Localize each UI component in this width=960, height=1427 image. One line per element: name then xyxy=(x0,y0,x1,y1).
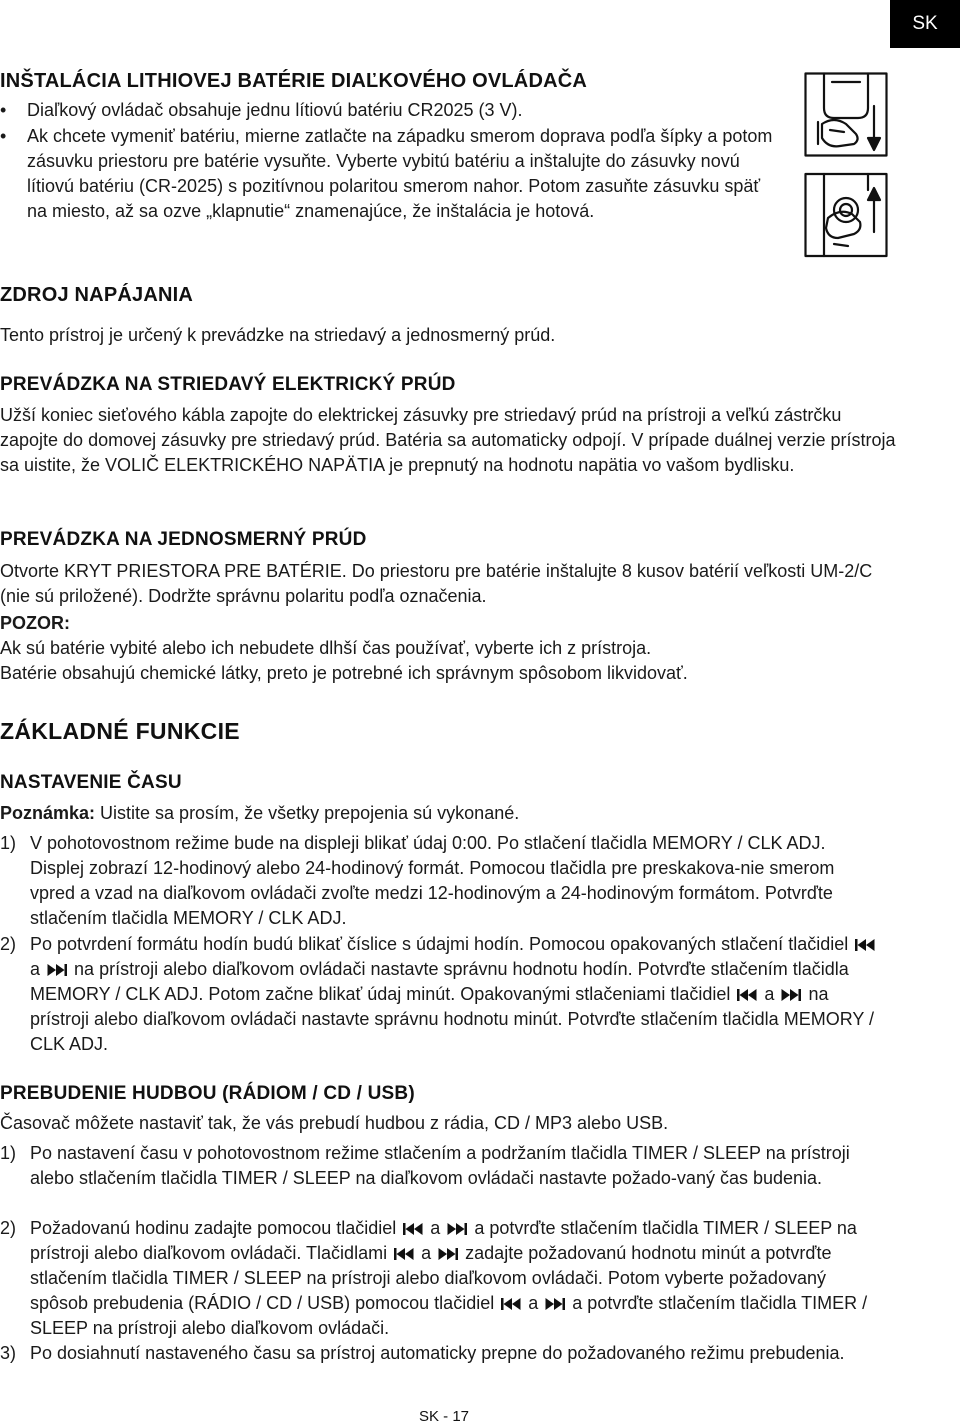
bullet-text: Diaľkový ovládač obsahuje jednu lítiovú batériu CR2025 (3 V). xyxy=(27,100,523,120)
battery-replacement-illustration xyxy=(804,72,888,258)
section-title-time: NASTAVENIE ČASU xyxy=(0,772,182,793)
skip-back-icon xyxy=(403,1223,423,1235)
item-text: Po nastavení času v pohotovostnom režime stlačením a podržaním tlačidla TIMER / SLEEP na prístroji alebo stlačením tlačidla TIMER / SLEEP na diaľkovom ovládači nastavte požado-vaný čas budenia. xyxy=(30,1143,850,1188)
section-title-wake: PREBUDENIE HUDBOU (RÁDIOM / CD / USB) xyxy=(0,1083,415,1104)
section-title-battery-install: INŠTALÁCIA LITHIOVEJ BATÉRIE DIAĽKOVÉHO OVLÁDAČA xyxy=(0,70,588,92)
text-run: Požadovanú hodinu zadajte pomocou tlačidiel xyxy=(30,1218,397,1238)
text-run: na prístroji alebo diaľkovom ovládači nastavte správnu hodnotu hodín. Potvrďte stlačením tlačidla MEMORY / CLK ADJ. Potom začne blikať údaj minút. Opakovanými stlačeniami tlačidiel xyxy=(30,959,849,1004)
note-label: Poznámka: xyxy=(0,803,96,823)
skip-forward-icon xyxy=(47,964,67,976)
note xyxy=(0,801,519,826)
skip-forward-icon xyxy=(781,989,801,1001)
list-item xyxy=(0,831,880,931)
text-run: a potvrďte stlačením tlačidla TIMER / SLEEP na prístroji alebo diaľkovom ovládači. Tlačidlami xyxy=(30,1218,857,1263)
list-item xyxy=(0,1216,880,1341)
item-number: 1) xyxy=(0,1143,17,1163)
warning-label: POZOR: xyxy=(0,613,70,633)
skip-back-icon xyxy=(394,1248,414,1260)
warning-text: Ak sú batérie vybité alebo ich nebudete dlhší čas používať, vyberte ich z prístroja. xyxy=(0,638,652,658)
bullet-marker: • xyxy=(0,100,7,120)
text-run: a xyxy=(30,959,41,979)
item-number: 2) xyxy=(0,1218,17,1238)
paragraph: Tento prístroj je určený k prevádzke na striedavý a jednosmerný prúd. xyxy=(0,325,556,345)
paragraph: Užší koniec sieťového kábla zapojte do elektrickej zásuvky pre striedavý prúd na prístroji a veľkú zástrčku zapojte do domovej zásuvky pre striedavý prúd. Batéria sa automaticky odpojí. V prípade duálnej verzie prístroja sa uistite, že VOLIČ ELEKTRICKÉHO NAPÄTIA je prepnutý na hodnotu napätia vo vašom bydlisku. xyxy=(0,405,896,475)
item-text xyxy=(0,1216,880,1341)
item-text xyxy=(0,932,880,1057)
item-text: V pohotovostnom režime bude na displeji blikať údaj 0:00. Po stlačení tlačidla MEMORY / CLK ADJ. Displej zobrazí 12-hodinový alebo 24-hodinový formát. Pomocou tlačidla pre preskakova-nie smerom vpred a vzad na diaľkovom ovládači zvoľte medzi 12-hodinovým a 24-hodinovým formátom. Potvrďte stlačením tlačidla MEMORY / CLK ADJ. xyxy=(30,833,835,928)
item-number: 3) xyxy=(0,1343,17,1363)
skip-back-icon xyxy=(737,989,757,1001)
language-tab-label: SK xyxy=(912,13,938,34)
page-number: SK - 17 xyxy=(418,1408,470,1425)
text-run: a xyxy=(528,1293,539,1313)
item-text: Po dosiahnutí nastaveného času sa prístroj automaticky prepne do požadovaného režimu prebudenia. xyxy=(30,1343,845,1363)
skip-forward-icon xyxy=(545,1298,565,1310)
skip-forward-icon xyxy=(438,1248,458,1260)
list-item xyxy=(0,98,780,123)
remote-battery-drawer-icon xyxy=(804,72,888,258)
text-run: a xyxy=(764,984,775,1004)
text-run: zadajte požadovanú hodnotu minút a potvrďte stlačením tlačidla TIMER / SLEEP na prístroji alebo diaľkovom ovládači. Potom vyberte požadovaný spôsob prebudenia (RÁDIO / CD / USB) pomocou tlačidiel xyxy=(30,1243,832,1313)
item-number: 2) xyxy=(0,934,17,954)
text-run: na prístroji alebo diaľkovom ovládači nastavte správnu hodnotu minút. Potvrďte stlačením tlačidla MEMORY / CLK ADJ. xyxy=(30,984,875,1054)
text-run: Po potvrdení formátu hodín budú blikať číslice s údajmi hodín. Pomocou opakovaných stlačení tlačidiel xyxy=(30,934,849,954)
section-title-power: ZDROJ NAPÁJANIA xyxy=(0,284,194,306)
text-run: a xyxy=(421,1243,432,1263)
item-number: 1) xyxy=(0,833,17,853)
text-run: a xyxy=(430,1218,441,1238)
skip-back-icon xyxy=(855,939,875,951)
bullet-text: Ak chcete vymeniť batériu, mierne zatlačte na západku smerom doprava podľa šípky a potom zásuvku priestoru pre batérie vysuňte. Vyberte vybitú batériu a inštalujte do zásuvky novú lítiovú batériu (CR-2025) s pozitívnou polaritou smerom nahor. Potom zasuňte zásuvku späť na miesto, až sa ozve „klapnutie“ znamenajúce, že inštalácia je hotová. xyxy=(27,126,773,221)
list-item xyxy=(0,932,880,1057)
language-tab xyxy=(890,0,960,48)
text-run: a potvrďte stlačením tlačidla TIMER / SLEEP na prístroji alebo diaľkovom ovládači. xyxy=(30,1293,868,1338)
skip-forward-icon xyxy=(447,1223,467,1235)
list-item xyxy=(0,1341,880,1366)
list-item xyxy=(0,124,780,224)
section-title-dc: PREVÁDZKA NA JEDNOSMERNÝ PRÚD xyxy=(0,529,367,550)
paragraph: Časovač môžete nastaviť tak, že vás prebudí hudbou z rádia, CD / MP3 alebo USB. xyxy=(0,1113,669,1133)
bullet-marker: • xyxy=(0,126,7,146)
note-text: Uistite sa prosím, že všetky prepojenia sú vykonané. xyxy=(95,803,520,823)
skip-back-icon xyxy=(501,1298,521,1310)
list-item xyxy=(0,1141,880,1191)
section-title-ac: PREVÁDZKA NA STRIEDAVÝ ELEKTRICKÝ PRÚD xyxy=(0,374,456,395)
paragraph: Otvorte KRYT PRIESTORA PRE BATÉRIE. Do priestoru pre batérie inštalujte 8 kusov batérií veľkosti UM-2/C (nie sú priložené). Dodržte správnu polaritu podľa označenia. xyxy=(0,561,873,606)
section-title-basic-functions: ZÁKLADNÉ FUNKCIE xyxy=(0,718,240,744)
warning-text: Batérie obsahujú chemické látky, preto je potrebné ich správnym spôsobom likvidovať. xyxy=(0,663,688,683)
